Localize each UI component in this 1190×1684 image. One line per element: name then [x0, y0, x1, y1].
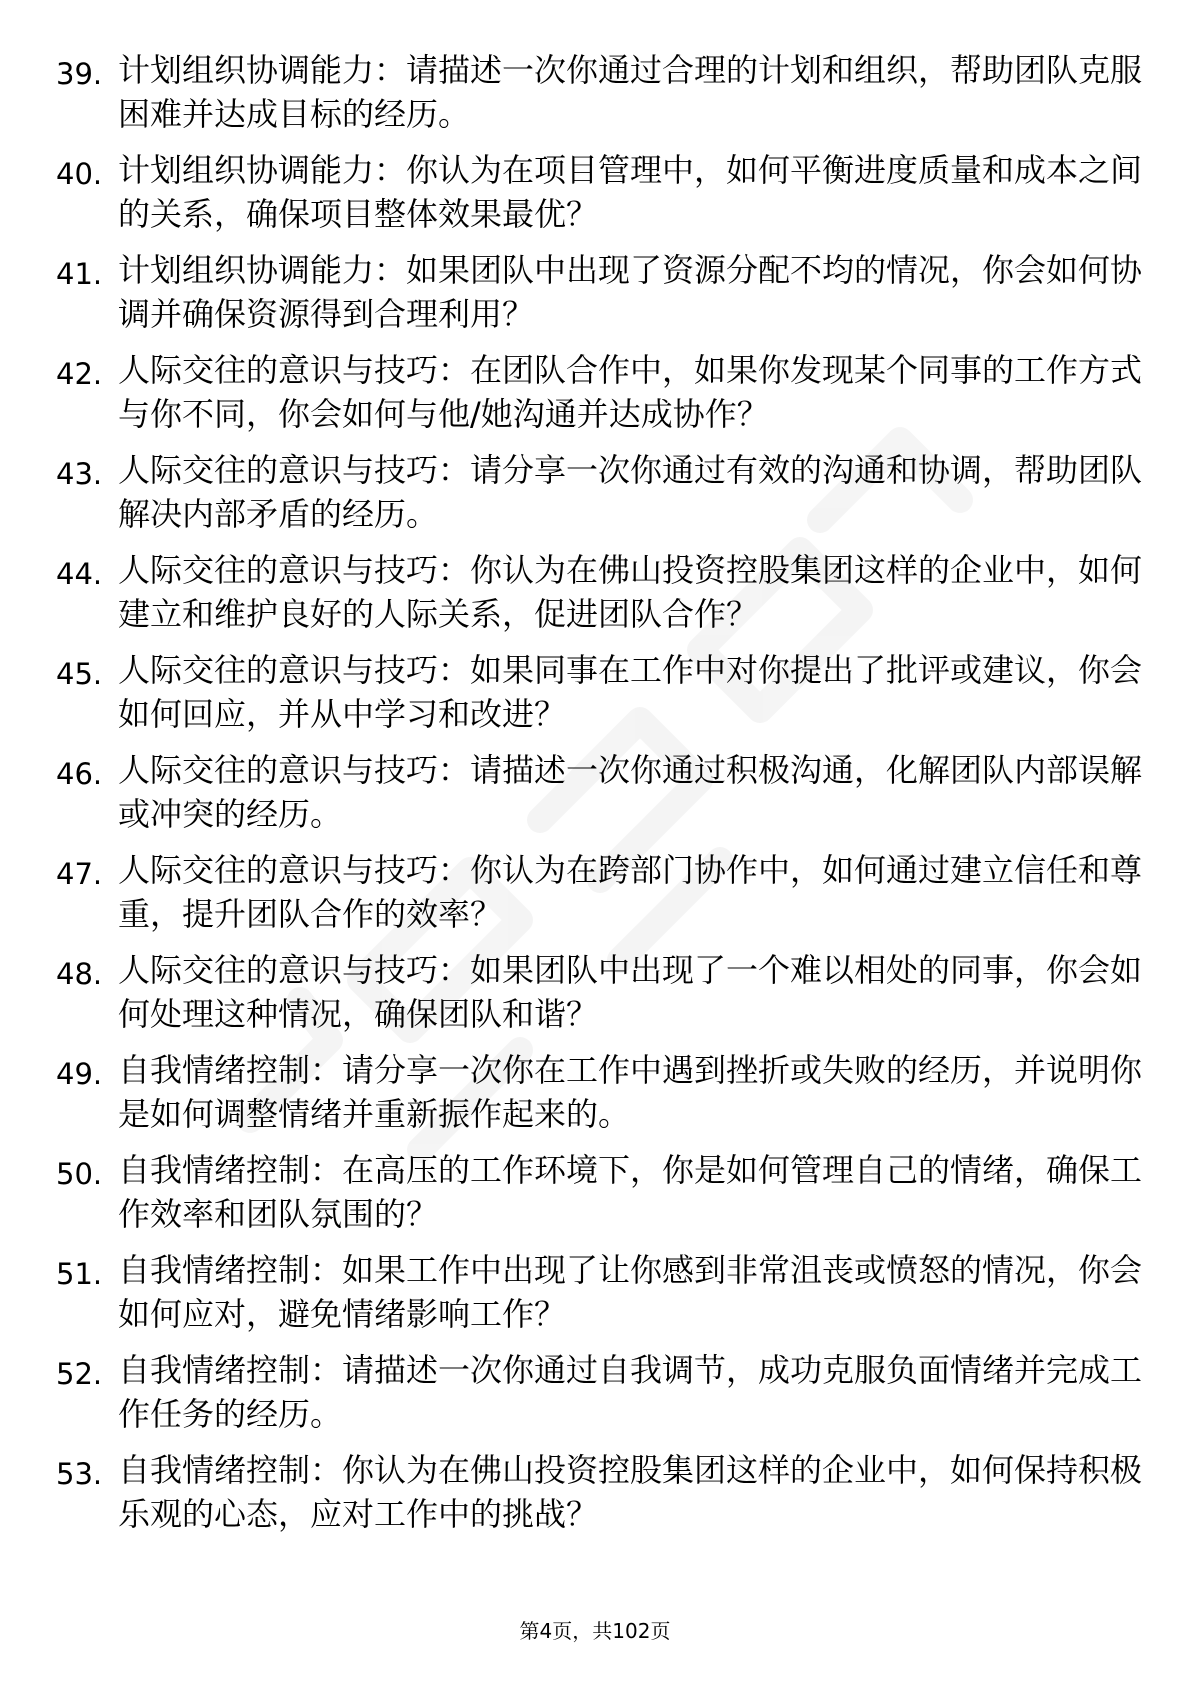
- question-text: 自我情绪控制：请描述一次你通过自我调节，成功克服负面情绪并完成工作任务的经历。: [118, 1351, 1143, 1433]
- question-number: 52.: [56, 1357, 103, 1391]
- question-text: 计划组织协调能力：请描述一次你通过合理的计划和组织，帮助团队克服困难并达成目标的经历。: [118, 51, 1143, 133]
- question-item: [0, 748, 1190, 848]
- question-item: [0, 1448, 1190, 1548]
- question-item: [0, 1248, 1190, 1348]
- question-text: 自我情绪控制：请分享一次你在工作中遇到挫折或失败的经历，并说明你是如何调整情绪并重新振作起来的。: [118, 1051, 1143, 1133]
- question-text: 人际交往的意识与技巧：如果同事在工作中对你提出了批评或建议，你会如何回应，并从中学习和改进？: [118, 651, 1143, 733]
- question-item: [0, 1048, 1190, 1148]
- question-text: 人际交往的意识与技巧：请分享一次你通过有效的沟通和协调，帮助团队解决内部矛盾的经历。: [118, 451, 1143, 533]
- question-text: 计划组织协调能力：你认为在项目管理中，如何平衡进度质量和成本之间的关系，确保项目整体效果最优？: [118, 151, 1143, 233]
- question-number: 42.: [56, 357, 103, 391]
- question-number: 53.: [56, 1457, 103, 1491]
- question-number: 45.: [56, 657, 103, 691]
- page-footer: [0, 1616, 1190, 1646]
- question-text: 人际交往的意识与技巧：你认为在跨部门协作中，如何通过建立信任和尊重，提升团队合作的效率？: [118, 851, 1143, 933]
- question-item: [0, 1148, 1190, 1248]
- question-text: 自我情绪控制：在高压的工作环境下，你是如何管理自己的情绪，确保工作效率和团队氛围的？: [118, 1151, 1143, 1233]
- question-number: 39.: [56, 57, 103, 91]
- question-item: [0, 848, 1190, 948]
- question-item: [0, 948, 1190, 1048]
- question-item: [0, 248, 1190, 348]
- question-text: 计划组织协调能力：如果团队中出现了资源分配不均的情况，你会如何协调并确保资源得到合理利用？: [118, 251, 1143, 333]
- question-text: 人际交往的意识与技巧：在团队合作中，如果你发现某个同事的工作方式与你不同，你会如何与他/她沟通并达成协作？: [118, 351, 1143, 433]
- question-text: 自我情绪控制：如果工作中出现了让你感到非常沮丧或愤怒的情况，你会如何应对，避免情绪影响工作？: [118, 1251, 1143, 1333]
- question-number: 48.: [56, 957, 103, 991]
- question-item: [0, 648, 1190, 748]
- question-item: [0, 148, 1190, 248]
- question-text: 自我情绪控制：你认为在佛山投资控股集团这样的企业中，如何保持积极乐观的心态，应对工作中的挑战？: [118, 1451, 1143, 1533]
- question-number: 47.: [56, 857, 103, 891]
- page-number-label: 第4页，共102页: [519, 1619, 671, 1643]
- question-number: 50.: [56, 1157, 103, 1191]
- question-item: [0, 348, 1190, 448]
- question-number: 41.: [56, 257, 103, 291]
- question-text: 人际交往的意识与技巧：你认为在佛山投资控股集团这样的企业中，如何建立和维护良好的人际关系，促进团队合作？: [118, 551, 1143, 633]
- question-number: 49.: [56, 1057, 103, 1091]
- question-text: 人际交往的意识与技巧：如果团队中出现了一个难以相处的同事，你会如何处理这种情况，确保团队和谐？: [118, 951, 1143, 1033]
- question-item: [0, 1348, 1190, 1448]
- question-item: [0, 448, 1190, 548]
- question-number: 51.: [56, 1257, 103, 1291]
- question-number: 43.: [56, 457, 103, 491]
- question-item: [0, 548, 1190, 648]
- question-number: 44.: [56, 557, 103, 591]
- question-number: 46.: [56, 757, 103, 791]
- question-list: [0, 48, 1190, 1548]
- question-number: 40.: [56, 157, 103, 191]
- question-text: 人际交往的意识与技巧：请描述一次你通过积极沟通，化解团队内部误解或冲突的经历。: [118, 751, 1143, 833]
- question-item: [0, 48, 1190, 148]
